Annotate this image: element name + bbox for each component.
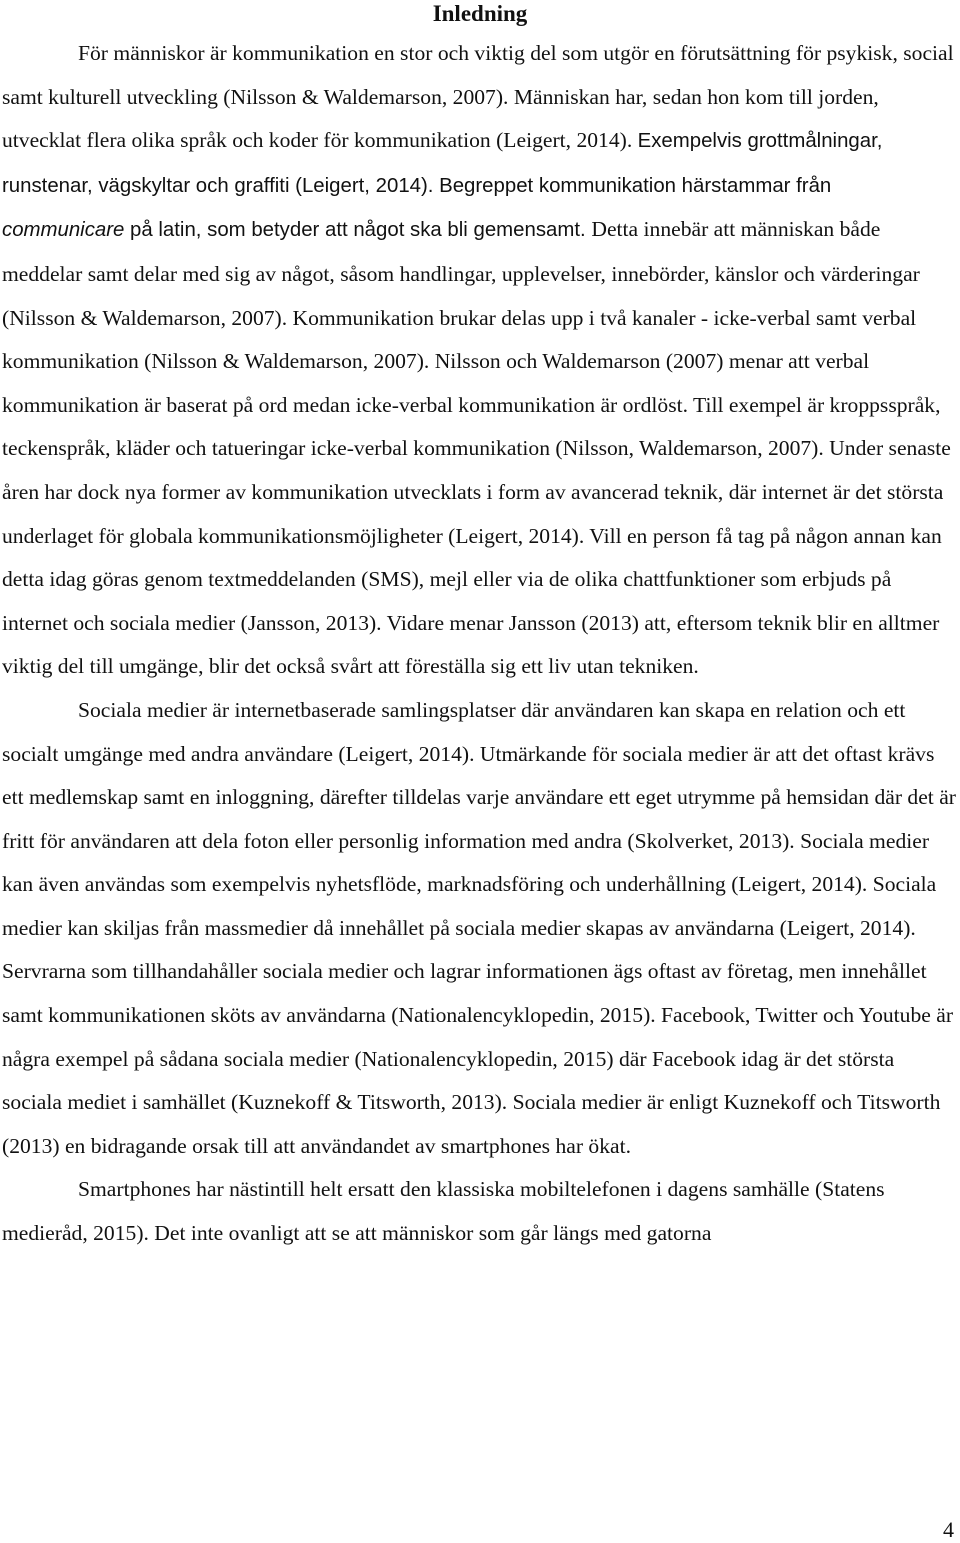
text-segment: Detta innebär att människan både meddelar samt delar med sig av något, såsom handlingar, upplevelser, innebörder, känslor och värderingar (Nilsson & Waldemarson, 2007). Kommunikation brukar delas upp i två kanaler - icke-verbal samt verbal kommunikation (Nilsson & Waldemarson, 2007). Nilsson och Waldemarson (2007) menar att verbal kommunikation är baserat på ord medan icke-verbal kommunikation är ordlöst. Till exempel är kroppsspråk, teckenspråk, kläder och tatueringar icke-verbal kommunikation (Nilsson, Waldemarson, 2007). Under senaste åren har dock nya former av kommunikation utvecklats i form av avancerad teknik, där internet är det största underlaget för globala kommunikationsmöjligheter (Leigert, 2014). Vill en person få tag på någon annan kan detta idag göras genom textmeddelanden (SMS), mejl eller via de olika chattfunktioner som erbjuds på internet och sociala medier (Jansson, 2013). Vidare menar Jansson (2013) att, eftersom teknik blir en alltmer viktig del till umgänge, blir det också svårt att föreställa sig ett liv utan tekniken. <box>2 217 951 679</box>
text-segment-sans: på latin, som betyder att något ska bli gemensamt. <box>124 219 592 242</box>
text-segment: Smartphones har nästintill helt ersatt den klassiska mobiltelefonen i dagens samhälle (Statens medieråd, 2015). Det inte ovanligt att se att människor som går längs med gatorna <box>2 1177 885 1246</box>
paragraph-social-media <box>2 689 957 1169</box>
section-heading: Inledning <box>432 1 528 26</box>
text-segment: För människor är kommunikation en stor och viktig del som utgör en förutsättning för psykisk, social samt kulturell utveckling (Nilsson & Waldemarson, 2007). Människan har, sedan hon kom till jorden, utvecklat flera olika språk och koder för kommunikation (Leigert, 2014). <box>2 41 954 153</box>
paragraph-intro <box>2 32 957 689</box>
paragraph-smartphones <box>2 1168 957 1255</box>
text-segment-sans: Exempelvis grottmålningar, runstenar, vägskyltar och graffiti (Leigert, 2014). Begreppet kommunikation härstammar från <box>2 130 883 197</box>
text-segment: Sociala medier är internetbaserade samlingsplatser där användaren kan skapa en relation och ett socialt umgänge med andra användare (Leigert, 2014). Utmärkande för sociala medier är att det oftast krävs ett medlemskap samt en inloggning, därefter tilldelas varje användare ett eget utrymme på hemsidan där det är fritt för användaren att dela foton eller personlig information med andra (Skolverket, 2013). Sociala medier kan även användas som exempelvis nyhetsflöde, marknadsföring och underhållning (Leigert, 2014). Sociala medier kan skiljas från massmedier då innehållet på sociala medier skapas av användarna (Leigert, 2014). Servrarna som tillhandahåller sociala medier och lagrar informationen ägs oftast av företag, men innehållet samt kommunikationen sköts av användarna (Nationalencyklopedin, 2015). Facebook, Twitter och Youtube är några exempel på sådana sociala medier (Nationalencyklopedin, 2015) där Facebook idag är det största sociala mediet i samhället (Kuznekoff & Titsworth, 2013). Sociala medier är enligt Kuznekoff och Titsworth (2013) en bidragande orsak till att användandet av smartphones har ökat. <box>2 697 956 1158</box>
body-text <box>2 32 957 1256</box>
page-number: 4 <box>943 1517 954 1542</box>
latin-term: communicare <box>2 219 125 242</box>
